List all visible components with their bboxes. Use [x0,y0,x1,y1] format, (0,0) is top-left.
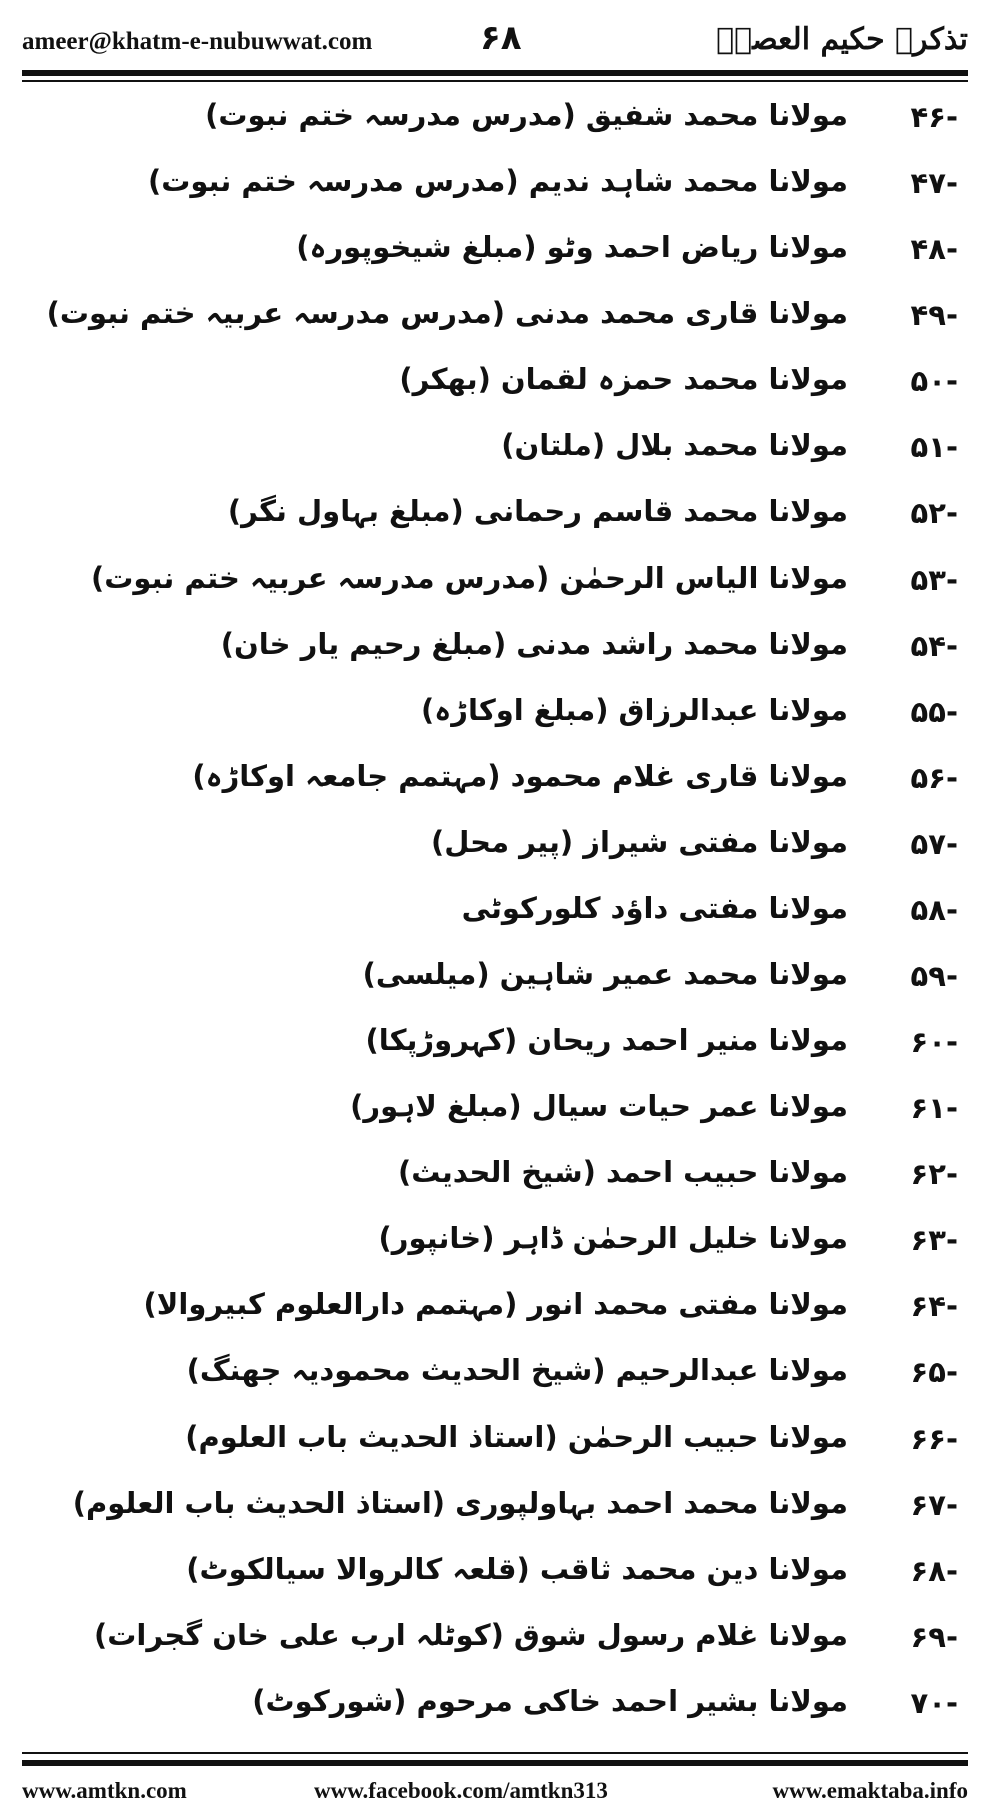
list-item [22,1612,968,1668]
entry-number: -۶۳ [910,1223,958,1258]
list-item [22,224,968,280]
entry-name: مولانا محمد شاہد ندیم (مدرس مدرسہ ختم نبوت) [147,164,848,199]
list-item [22,422,968,478]
entry-name: مولانا مفتی محمد انور (مہتمم دارالعلوم کبیروالا) [143,1287,848,1322]
entry-number: -۵۸ [910,892,958,927]
footer-link-facebook: www.facebook.com/amtkn313 [314,1778,608,1803]
list-item [22,1546,968,1602]
entry-name: مولانا حبیب الرحمٰن (استاذ الحدیث باب العلوم) [185,1419,848,1454]
list-item [22,1017,968,1073]
list-item [22,92,968,148]
entry-name: مولانا بشیر احمد خاکی مرحوم (شورکوٹ) [252,1683,848,1718]
entry-name: مولانا عبدالرزاق (مبلغ اوکاڑہ) [421,692,848,727]
footer-link-emaktaba: www.emaktaba.info [772,1778,968,1803]
list-item [22,621,968,677]
list-item [22,819,968,875]
entry-name: مولانا محمد احمد بہاولپوری (استاذ الحدیث باب العلوم) [72,1485,848,1520]
entry-name: مولانا مفتی شیراز (پیر محل) [431,824,848,859]
entry-number: -۷۰ [910,1685,958,1720]
entry-number: -۵۵ [910,694,958,729]
entry-number: -۶۷ [910,1487,958,1522]
entry-number: -۵۹ [910,959,958,994]
list-item [22,555,968,611]
header-rule-thick [22,70,968,76]
entry-name: مولانا عمر حیات سیال (مبلغ لاہور) [350,1089,848,1124]
list-item [22,1083,968,1139]
entry-name: مولانا مفتی داؤد کلورکوٹی [461,890,848,925]
entry-number: -۵۰ [910,364,958,399]
entry-name: مولانا محمد عمیر شاہین (میلسی) [362,957,848,992]
entry-number: -۴۸ [910,232,958,267]
list-item [22,1480,968,1536]
footer-link-amtkn: www.amtkn.com [22,1778,187,1803]
list-item [22,1215,968,1271]
footer-rule-thick [22,1760,968,1766]
entry-name: مولانا محمد بلال (ملتان) [501,428,848,463]
entry-name: مولانا الیاس الرحمٰن (مدرس مدرسہ عربیہ ختم نبوت) [90,560,848,595]
entry-number: -۶۲ [910,1157,958,1192]
entry-name: مولانا محمد راشد مدنی (مبلغ رحیم یار خان) [220,626,848,661]
entry-name: مولانا قاری غلام محمود (مہتمم جامعہ اوکاڑہ) [192,758,848,793]
book-title: تذکرہ حکیم العصرؒ [716,22,968,57]
entry-number: -۶۵ [910,1355,958,1390]
list-item [22,687,968,743]
header-rule-thin [22,80,968,82]
entries-list [22,92,968,1734]
page-header [22,18,968,66]
list-item [22,1149,968,1205]
entry-number: -۴۶ [910,100,958,134]
list-item [22,1281,968,1337]
entry-name: مولانا ریاض احمد وٹو (مبلغ شیخوپورہ) [296,230,848,265]
list-item [22,753,968,809]
page-number: ۶۸ [480,18,522,58]
entry-number: -۶۱ [910,1091,958,1126]
page-footer [22,1778,968,1808]
entry-name: مولانا خلیل الرحمٰن ڈاہر (خانپور) [378,1221,848,1256]
entry-number: -۶۸ [910,1553,958,1588]
entry-number: -۶۶ [910,1421,958,1456]
entry-number: -۵۳ [910,562,958,597]
entry-name: مولانا حبیب احمد (شیخ الحدیث) [397,1155,848,1190]
list-item [22,290,968,346]
entry-name: مولانا محمد حمزہ لقمان (بھکر) [399,362,848,397]
entry-number: -۶۹ [910,1619,958,1654]
entry-name: مولانا غلام رسول شوق (کوٹلہ ارب علی خان گجرات) [93,1617,848,1652]
entry-number: -۵۲ [910,496,958,531]
entry-number: -۴۹ [910,298,958,333]
list-item [22,951,968,1007]
header-email: ameer@khatm-e-nubuwwat.com [22,28,373,55]
entry-name: مولانا منیر احمد ریحان (کہروڑپکا) [365,1023,848,1058]
list-item [22,885,968,941]
list-item [22,1678,968,1734]
entry-name: مولانا محمد شفیق (مدرس مدرسہ ختم نبوت) [205,98,848,132]
entry-number: -۶۴ [910,1289,958,1324]
list-item [22,1414,968,1470]
footer-rule-thin [22,1752,968,1754]
entry-number: -۶۰ [910,1025,958,1060]
entry-name: مولانا قاری محمد مدنی (مدرس مدرسہ عربیہ ختم نبوت) [46,296,848,331]
entry-name: مولانا عبدالرحیم (شیخ الحدیث محمودیہ جھنگ) [186,1353,848,1388]
list-item [22,158,968,214]
entry-number: -۵۶ [910,760,958,795]
entry-name: مولانا دین محمد ثاقب (قلعہ کالروالا سیالکوٹ) [186,1551,848,1586]
entry-number: -۵۱ [910,430,958,465]
list-item [22,1347,968,1403]
list-item [22,356,968,412]
entry-number: -۵۴ [910,628,958,663]
list-item [22,488,968,544]
entry-name: مولانا محمد قاسم رحمانی (مبلغ بہاول نگر) [227,494,848,529]
entry-number: -۵۷ [910,826,958,861]
entry-number: -۴۷ [910,166,958,201]
